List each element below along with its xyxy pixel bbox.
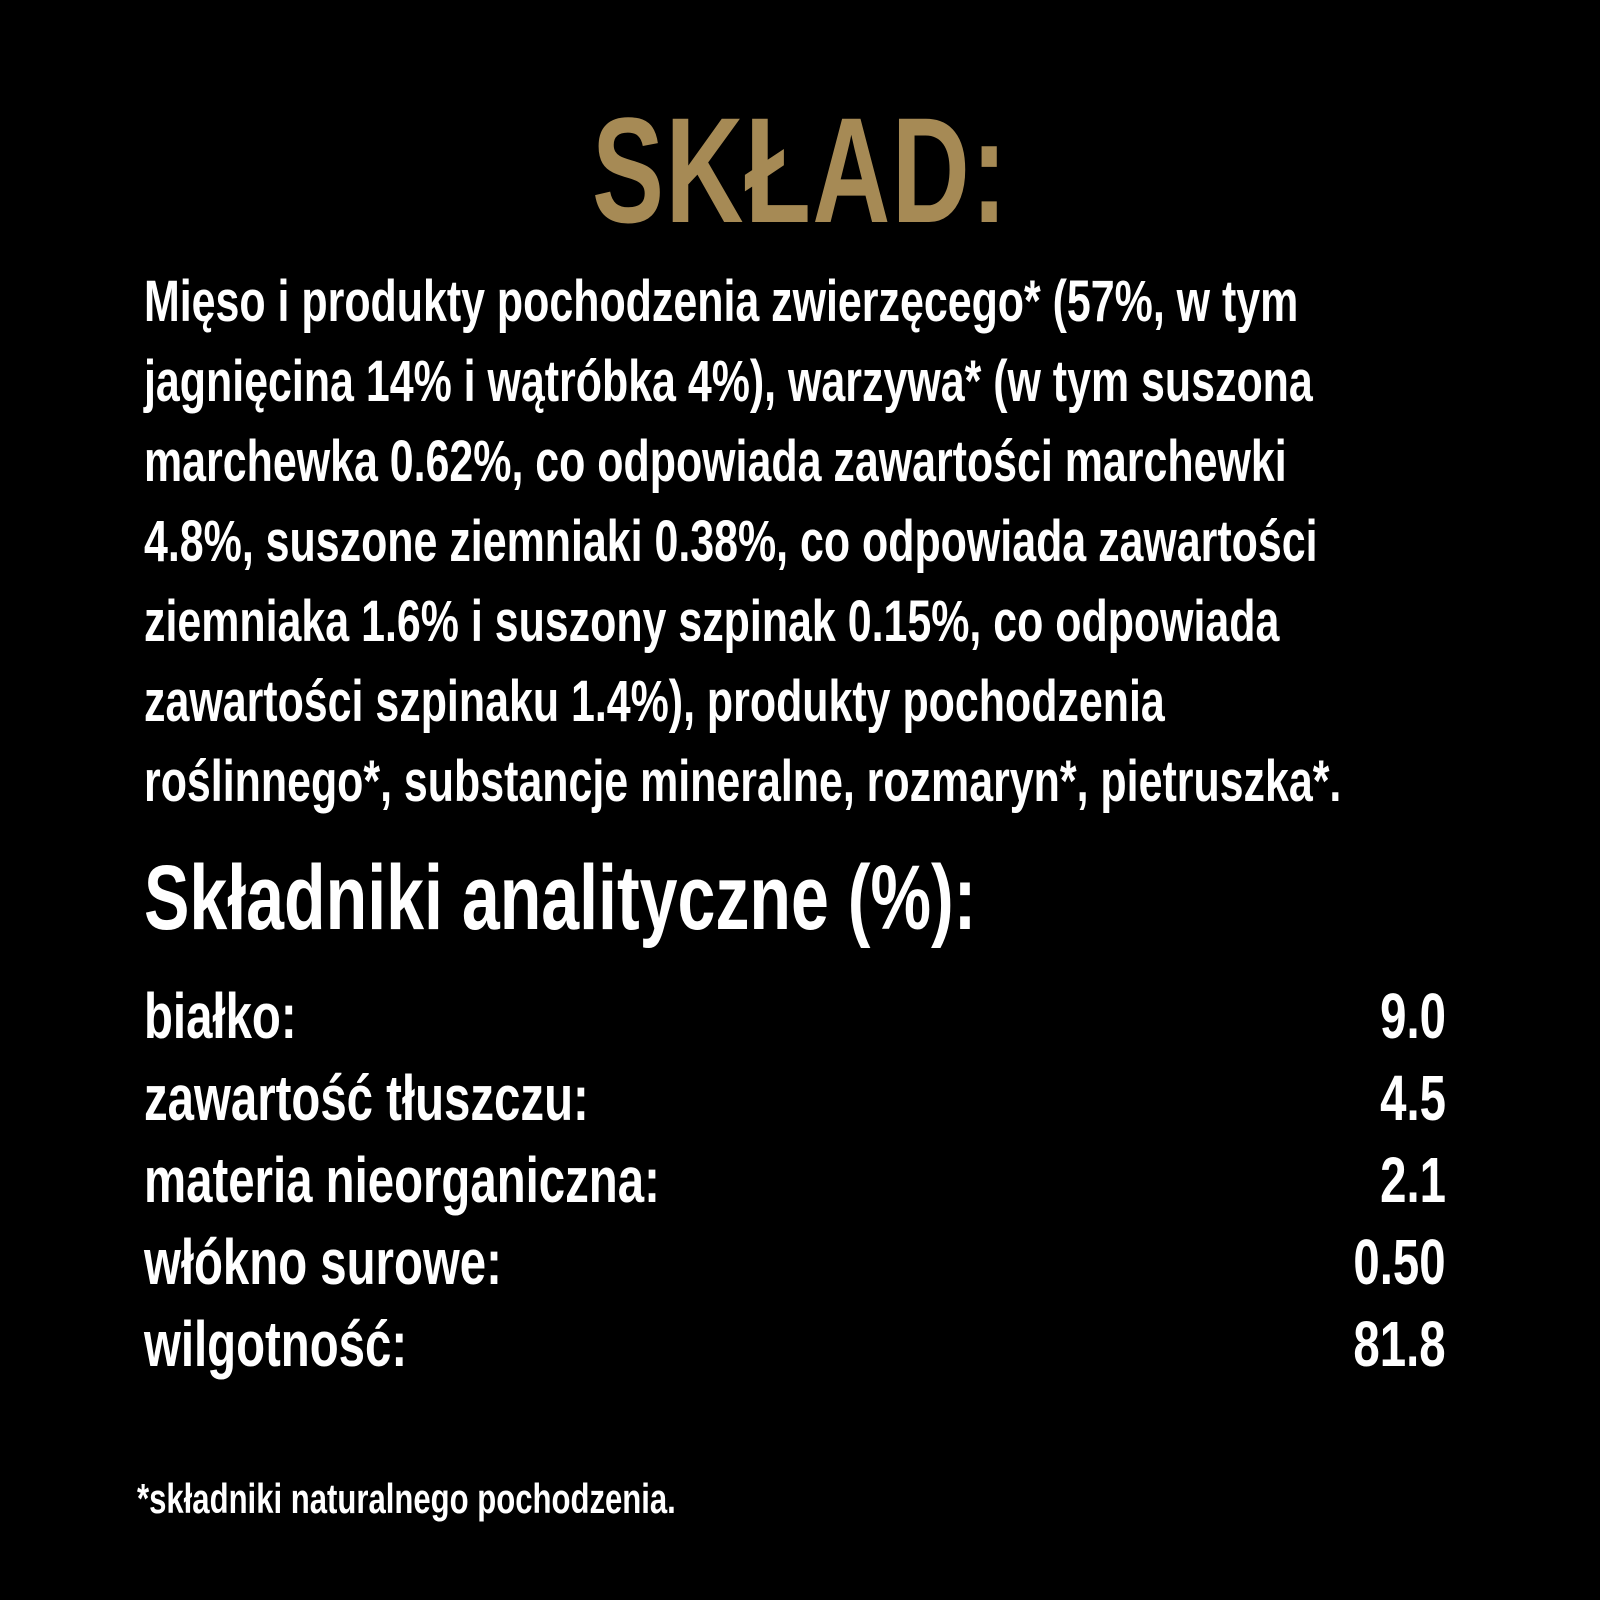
- analytic-row-label: wilgotność:: [144, 1308, 408, 1380]
- ingredients-line: [144, 429, 1464, 514]
- analytic-row-value: 2.1: [1380, 1144, 1446, 1216]
- ingredients-paragraph: [144, 269, 1464, 834]
- ingredients-line-text: marchewka 0.62%, co odpowiada zawartości marchewki: [144, 429, 1287, 494]
- ingredients-line: [144, 669, 1464, 754]
- ingredients-line: [144, 509, 1464, 594]
- ingredients-line-text: zawartości szpinaku 1.4%), produkty pochodzenia: [144, 669, 1165, 734]
- ingredients-line-text: Mięso i produkty pochodzenia zwierzęcego* (57%, w tym: [144, 269, 1299, 334]
- ingredients-line: [144, 749, 1464, 834]
- ingredients-line-text: jagnięcina 14% i wątróbka 4%), warzywa* (w tym suszona: [144, 349, 1313, 414]
- ingredients-line: [144, 269, 1464, 354]
- ingredients-line-text: roślinnego*, substancje mineralne, rozmaryn*, pietruszka*.: [144, 749, 1342, 814]
- analytic-row: [144, 1062, 1446, 1150]
- ingredients-line: [144, 589, 1464, 674]
- analytic-row-value: 81.8: [1353, 1308, 1446, 1380]
- analytic-row-label: materia nieorganiczna:: [144, 1144, 660, 1216]
- footnote: [137, 1476, 865, 1522]
- ingredients-line-text: ziemniaka 1.6% i suszony szpinak 0.15%, co odpowiada: [144, 589, 1280, 654]
- footnote-text: *składniki naturalnego pochodzenia.: [137, 1475, 676, 1522]
- analytic-heading-text: Składniki analityczne (%):: [144, 847, 977, 949]
- analytic-row-label: białko:: [144, 980, 297, 1052]
- analytic-table: [144, 980, 1446, 1396]
- analytic-row-value: 9.0: [1380, 980, 1446, 1052]
- analytic-row-label: zawartość tłuszczu:: [144, 1062, 589, 1134]
- analytic-row: [144, 1226, 1446, 1314]
- analytic-row: [144, 1308, 1446, 1396]
- analytic-row-label: włókno surowe:: [144, 1226, 502, 1298]
- analytic-heading: [144, 848, 1269, 948]
- analytic-row: [144, 1144, 1446, 1232]
- analytic-row-value: 0.50: [1353, 1226, 1446, 1298]
- page-title: [0, 86, 1600, 254]
- analytic-row: [144, 980, 1446, 1068]
- ingredients-line-text: 4.8%, suszone ziemniaki 0.38%, co odpowiada zawartości: [144, 509, 1318, 574]
- analytic-row-value: 4.5: [1380, 1062, 1446, 1134]
- page-title-text: SKŁAD:: [591, 86, 1009, 254]
- ingredients-line: [144, 349, 1464, 434]
